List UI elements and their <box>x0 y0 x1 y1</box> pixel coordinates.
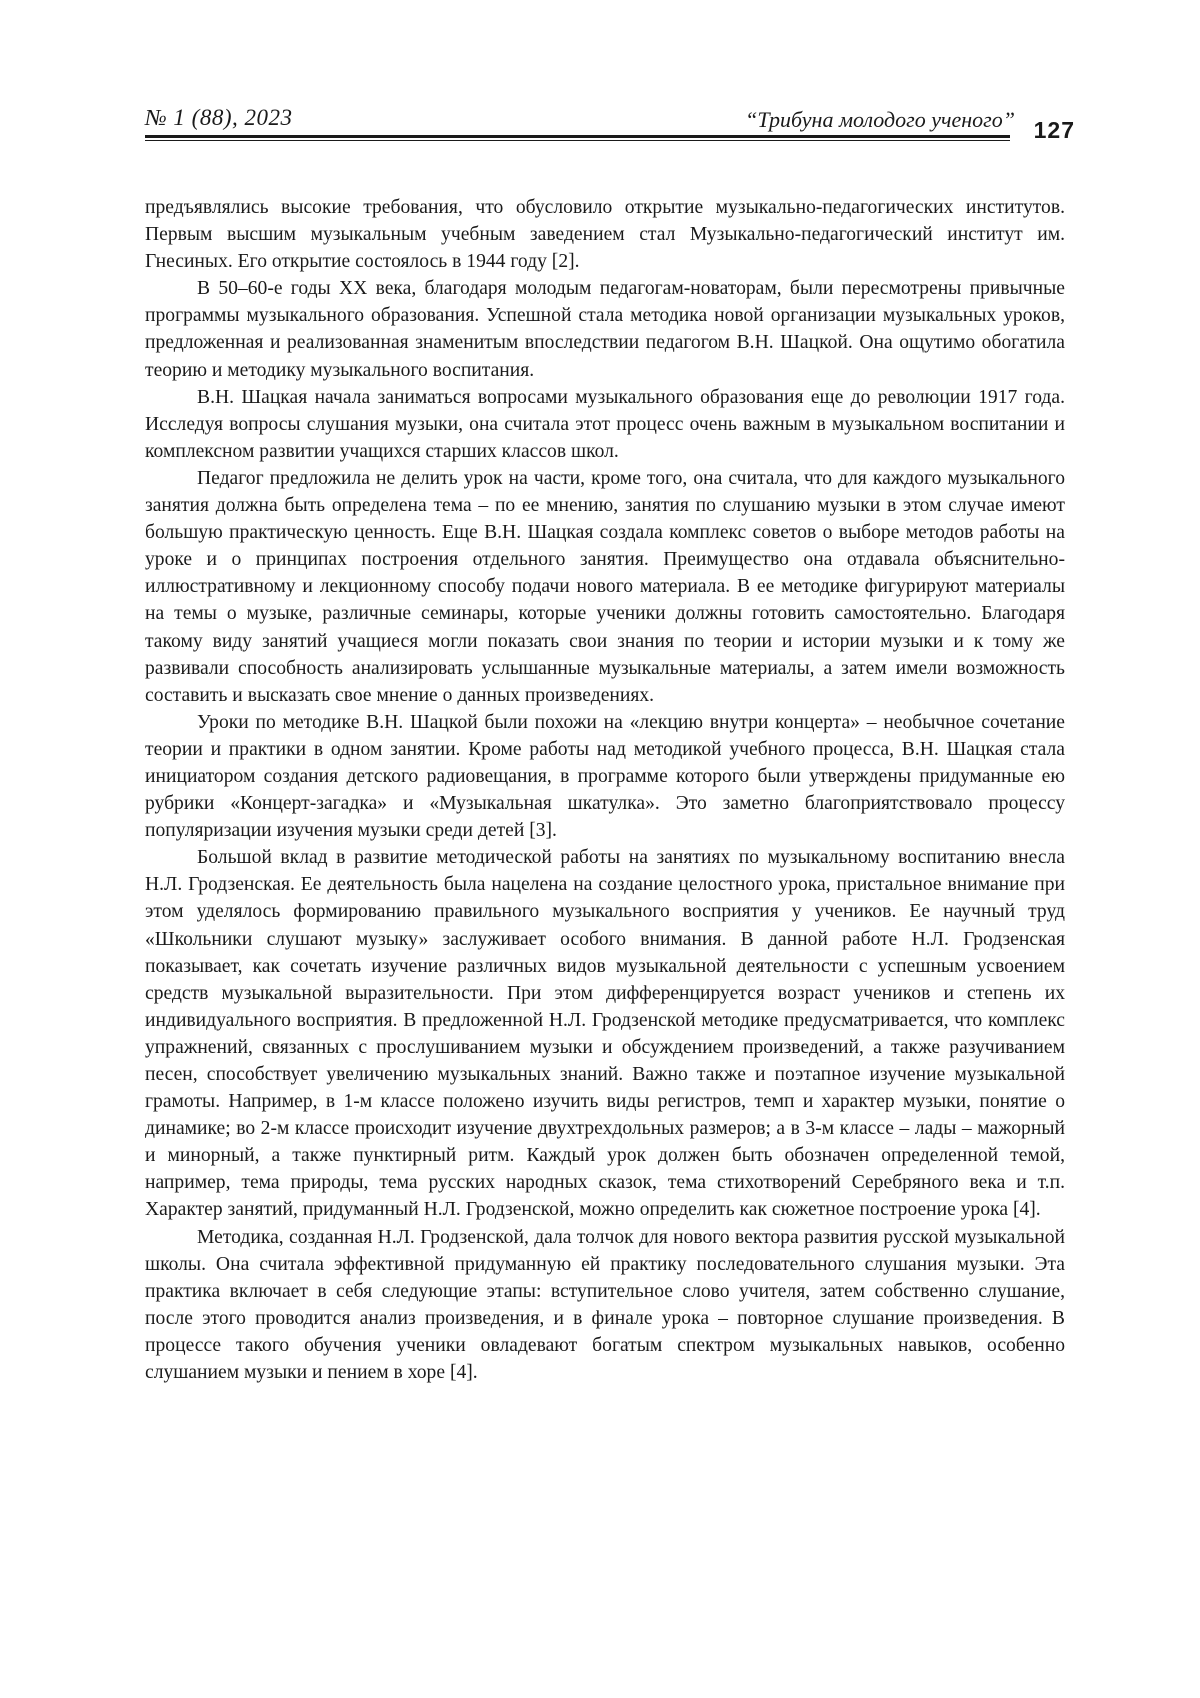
paragraph: В 50–60-е годы XX века, благодаря молодым педагогам-новаторам, были пересмотрены привычные программы музыкального образования. Успешной стала методика новой организации музыкальных уроков, предложенная и реализованная знаменитым впоследствии педагогом В.Н. Шацкой. Она ощутимо обогатила теорию и методику музыкального воспитания. <box>145 278 1065 381</box>
issue-number: № 1 (88), 2023 <box>145 105 293 130</box>
paragraph: Методика, созданная Н.Л. Гродзенской, дала толчок для нового вектора развития русской музыкальной школы. Она считала эффективной придуманную ей практику последовательного слушания музыки. Эта практика включает в себя следующие этапы: вступительное слово учителя, затем собственно слушание, после этого проводится анализ произведения, и в финале урока – повторное слушание произведения. В процессе такого обучения ученики овладевают богатым спектром музыкальных навыков, особенно слушанием музыки и пением в хоре [4]. <box>145 1226 1065 1384</box>
paragraph: В.Н. Шацкая начала заниматься вопросами музыкального образования еще до революции 1917 года. Исследуя вопросы слушания музыки, она считала этот процесс очень важным в музыкальном воспитании и комплексном развитии учащихся старших классов школ. <box>145 386 1065 462</box>
header-rule-thick <box>145 135 1010 138</box>
running-header <box>145 104 1075 148</box>
page-number: 127 <box>1033 117 1075 143</box>
header-rule-thin <box>145 140 1010 141</box>
paragraph: Уроки по методике В.Н. Шацкой были похожи на «лекцию внутри концерта» – необычное сочетание теории и практики в одном занятии. Кроме работы над методикой учебного процесса, В.Н. Шацкая стала инициатором создания детского радиовещания, в программе которого были утверждены придуманные ею рубрики «Концерт-загадка» и «Музыкальная шкатулка». Это заметно благоприятствовало процессу популяризации изучения музыки среди детей [3]. <box>145 711 1065 842</box>
article-body <box>145 194 1065 1386</box>
journal-title: “Трибуна молодого ученого” <box>745 107 1015 132</box>
paragraph: Педагог предложила не делить урок на части, кроме того, она считала, что для каждого музыкального занятия должна быть определена тема – по ее мнению, занятия по слушанию музыки в этом случае имеют большую практическую ценность. Еще В.Н. Шацкая создала комплекс советов о выборе методов работы на уроке и о принципах построения отдельного занятия. Преимущество она отдавала объяснительно-иллюстративному и лекционному способу подачи нового материала. В ее методике фигурируют материалы на темы о музыке, различные семинары, которые ученики должны готовить самостоятельно. Благодаря такому виду занятий учащиеся могли показать свои знания по теории и истории музыки и к тому же развивали способность анализировать услышанные музыкальные материалы, а затем имели возможность составить и высказать свое мнение о данных произведениях. <box>145 467 1065 706</box>
paragraph: Большой вклад в развитие методической работы на занятиях по музыкальному воспитанию внесла Н.Л. Гродзенская. Ее деятельность была нацелена на создание целостного урока, пристальное внимание при этом уделялось формированию правильного музыкального восприятия у учеников. Ее научный труд «Школьники слушают музыку» заслуживает особого внимания. В данной работе Н.Л. Гродзенская показывает, как сочетать изучение различных видов музыкальной деятельности с успешным усвоением средств музыкальной выразительности. При этом дифференцируется возраст учеников и степень их индивидуального восприятия. В предложенной Н.Л. Гродзенской методике предусматривается, что комплекс упражнений, связанных с прослушиванием музыки и обсуждением произведений, а также разучиванием песен, способствует увеличению музыкальных знаний. Важно также и поэтапное изучение музыкальной грамоты. Например, в 1-м классе положено изучить виды регистров, темп и характер музыки, понятие о динамике; во 2-м классе происходит изучение двухтрехдольных размеров; а в 3-м классе – лады – мажорный и минорный, а также пунктирный ритм. Каждый урок должен быть обозначен определенной темой, например, тема природы, тема русских народных сказок, тема стихотворений Серебряного века и т.п. Характер занятий, придуманный Н.Л. Гродзенской, можно определить как сюжетное построение урока [4]. <box>145 847 1065 1221</box>
paragraph-continuation: предъявлялись высокие требования, что обусловило открытие музыкально-педагогических институтов. Первым высшим музыкальным учебным заведением стал Музыкально-педагогический институт им. Гнесиных. Его открытие состоялось в 1944 году [2]. <box>145 197 1065 273</box>
